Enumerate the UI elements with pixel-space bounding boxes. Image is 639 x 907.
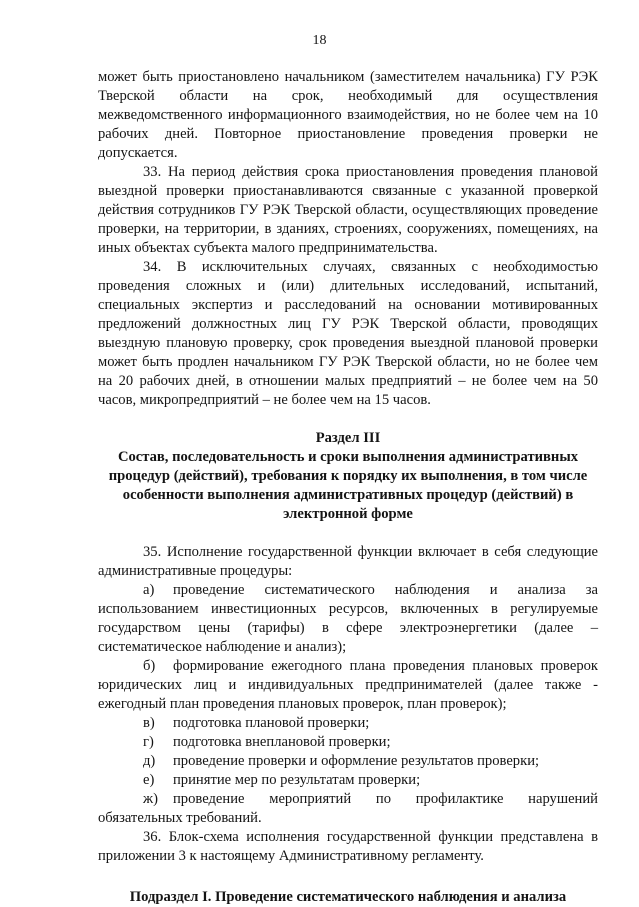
document-body [98, 68, 598, 907]
list-item-text: формирование ежегодного плана проведения плановых проверок юридических лиц и индивидуальных предпринимателей (далее также - ежегодный план проведения плановых проверок, план проверок); [98, 658, 598, 712]
page-number: 18 [312, 33, 327, 48]
list-item [98, 714, 598, 733]
list-marker: г) [143, 734, 154, 750]
list-item-text: проведение мероприятий по профилактике нарушений обязательных требований. [98, 791, 598, 826]
list-item [98, 771, 598, 790]
list-item [98, 581, 598, 657]
paragraph-continuation: может быть приостановлено начальником (заместителем начальника) ГУ РЭК Тверской области на срок, необходимый для осуществления межведомственного информационного взаимодействия, но не более чем на 10 рабочих дней. Повторное приостановление проведения проверки не допускается. [98, 69, 598, 161]
list-item [98, 790, 598, 828]
paragraph-34: 34. В исключительных случаях, связанных с необходимостью проведения сложных и (или) длительных исследований, испытаний, специальных экспертиз и расследований на основании мотивированных предложений должностных лиц ГУ РЭК Тверской области, проводящих выездную плановую проверку, срок проведения выездной плановой проверки может быть продлен начальником ГУ РЭК Тверской области, но не более чем на 20 рабочих дней, в отношении малых предприятий – не более чем на 50 часов, микропредприятий – не более чем на 15 часов. [98, 259, 598, 408]
list-item-text: подготовка плановой проверки; [173, 715, 370, 731]
procedure-list [98, 581, 598, 828]
list-marker: е) [143, 772, 155, 788]
list-item [98, 733, 598, 752]
list-item-text: подготовка внеплановой проверки; [173, 734, 391, 750]
list-marker: б) [143, 658, 156, 674]
paragraph-36: 36. Блок-схема исполнения государственной функции представлена в приложении 3 к настоящему Административному регламенту. [98, 829, 598, 864]
list-item-text: проведение систематического наблюдения и анализа за использованием инвестиционных ресурсов, включенных в регулируемые государством цены (тарифы) в сфере электроэнергетики (далее – систематическое наблюдение и анализ); [98, 582, 598, 655]
list-item [98, 657, 598, 714]
list-marker: а) [143, 582, 155, 598]
list-item-text: проведение проверки и оформление результатов проверки; [173, 753, 540, 769]
subsection-title: Подраздел I. Проведение систематического наблюдения и анализа [129, 889, 567, 905]
paragraph-33: 33. На период действия срока приостановления проведения плановой выездной проверки приостанавливаются связанные с указанной проверкой действия сотрудников ГУ РЭК Тверской области, осуществляющих проведение проверки, на территории, в зданиях, строениях, сооружениях, помещениях, на иных объектах субъекта малого предпринимательства. [98, 164, 598, 256]
list-marker: ж) [143, 791, 158, 807]
list-marker: д) [143, 753, 156, 769]
list-marker: в) [143, 715, 155, 731]
section-heading [98, 429, 598, 524]
section-subtitle: Состав, последовательность и сроки выполнения административных процедур (действий), требования к порядку их выполнения, в том числе особенности выполнения административных процедур (действий) в электронной форме [108, 449, 588, 522]
list-item-text: принятие мер по результатам проверки; [173, 772, 421, 788]
paragraph-35: 35. Исполнение государственной функции включает в себя следующие административные процедуры: [98, 544, 598, 579]
list-item [98, 752, 598, 771]
section-title: Раздел III [315, 430, 381, 446]
